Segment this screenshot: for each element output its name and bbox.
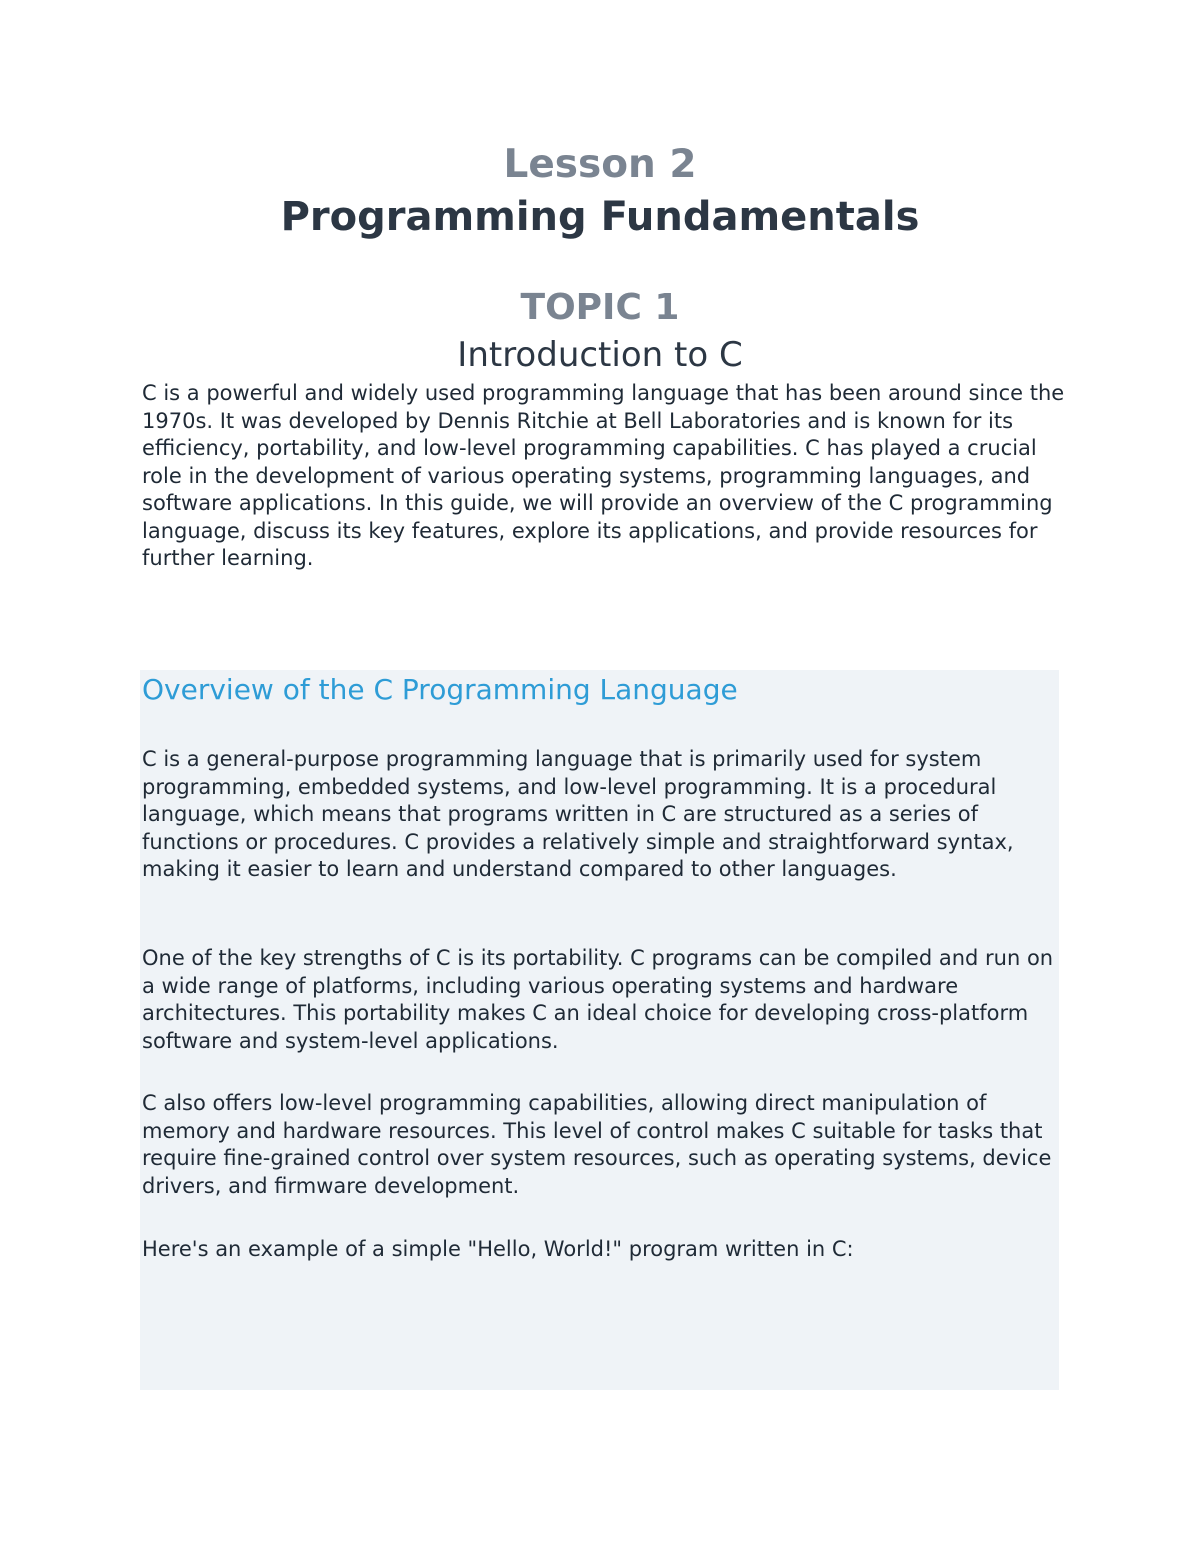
intro-paragraph: C is a powerful and widely used programming language that has been around since the 1970s. It was developed by Dennis Ritchie at Bell Laboratories and is known for its efficiency, portability, and low-level programming capabilities. C has played a crucial role in the development of various operating systems, programming languages, and software applications. In this guide, we will provide an overview of the C programming language, discuss its key features, explore its applications, and provide resources for further learning. — [142, 381, 1065, 570]
overview-heading: Overview of the C Programming Language — [142, 673, 738, 706]
overview-paragraph: One of the key strengths of C is its portability. C programs can be compiled and run on a wide range of platforms, including various operating systems and hardware architectures. This portability makes C an ideal choice for developing cross-platform software and system-level applications. — [142, 946, 1054, 1053]
lesson-title: Programming Fundamentals — [280, 194, 920, 240]
overview-paragraph: Here's an example of a simple "Hello, World!" program written in C: — [142, 1237, 854, 1261]
overview-paragraph: C also offers low-level programming capabilities, allowing direct manipulation of memory and hardware resources. This level of control makes C suitable for tasks that require fine-grained control over system resources, such as operating systems, device drivers, and firmware development. — [142, 1091, 1052, 1198]
topic-label: TOPIC 1 — [520, 287, 680, 328]
lesson-label: Lesson 2 — [503, 142, 697, 187]
overview-paragraph: C is a general-purpose programming language that is primarily used for system programming, embedded systems, and low-level programming. It is a procedural language, which means that programs written in C are structured as a series of functions or procedures. C provides a relatively simple and straightforward syntax, making it easier to learn and understand compared to other languages. — [142, 747, 1014, 881]
topic-title: Introduction to C — [457, 335, 743, 375]
